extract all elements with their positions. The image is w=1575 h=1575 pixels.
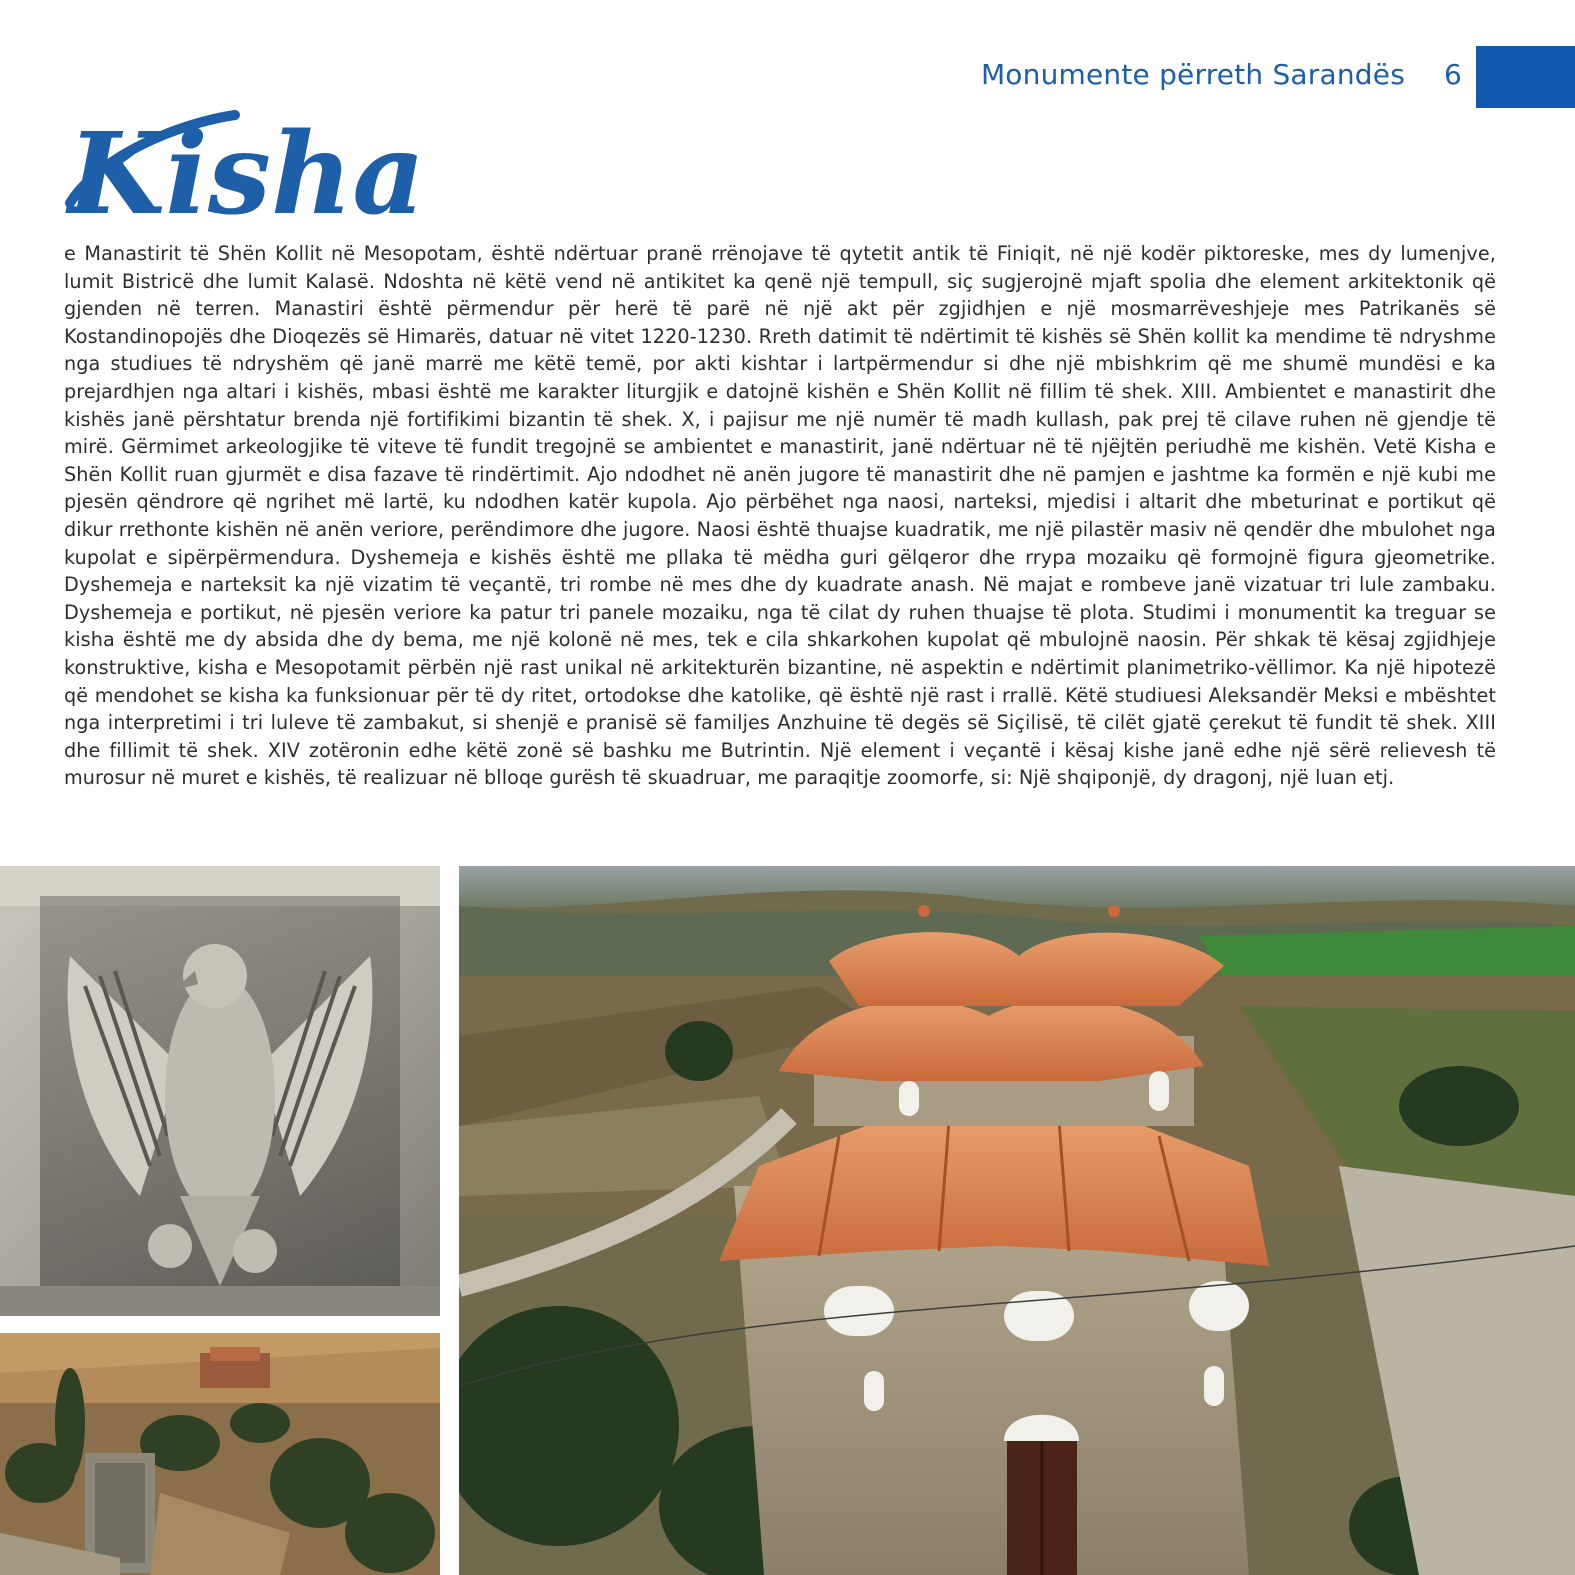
script-heading-wordmark	[60, 85, 430, 255]
script-heading	[60, 85, 430, 255]
monastery-aerial-photo	[0, 1333, 440, 1575]
header-accent-block	[1476, 46, 1575, 108]
church-drone-photo	[459, 866, 1575, 1575]
article-body: e Manastirit të Shën Kollit në Mesopotam, është ndërtuar pranë rrënojave të qytetit antik të Finiqit, në një kodër piktoreske, mes dy lumenjve, lumit Bistricë dhe lumit Kalasë. Ndoshta në këtë vend në antikitet ka qenë një tempull, siç sugjerojnë mjaft spolia dhe element arkitektonik që gjenden në terren. Manastiri është përmendur për herë të parë në një akt për zgjidhjen e një mosmarrëveshjeje mes Patrikanës së Kostandinopojës dhe Dioqezës së Himarës, datuar në vitet 1220-1230. Rreth datimit të ndërtimit të kishës së Shën kollit ka mendime të ndryshme nga studiues të ndryshëm që janë marrë me këtë temë, por akti kishtar i lartpërmendur si dhe një mbishkrim që me shumë mundësi e ka prejardhjen nga altari i kishës, mbasi është me karakter liturgjik e datojnë kishën e Shën Kollit në fillim të shek. XIII. Ambientet e manastirit dhe kishës janë përshtatur brenda një fortifikimi bizantin të shek. X, i pajisur me një numër të madh kullash, pak prej të cilave ruhen në gjendje të mirë. Gërmimet arkeologjike të viteve të fundit tregojnë se ambientet e manastirit, janë ndërtuar në të njëjtën periudhë me kishën. Vetë Kisha e Shën Kollit ruan gjurmët e disa fazave të rindërtimit. Ajo ndodhet në anën jugore të manastirit dhe në pamjen e jashtme ka formën e një kubi me pjesën qëndrore që ngrihet më lartë, ku ndodhen katër kupola. Ajo përbëhet nga naosi, narteksi, mjedisi i altarit dhe mbeturinat e portikut që dikur rrethonte kishën në anën veriore, perëndimore dhe jugore. Naosi është thuajse kuadratik, me një pilastër masiv në qendër dhe mbulohet nga kupolat e sipërpërmendura. Dyshemeja e kishës është me pllaka të mëdha guri gëlqeror dhe rrypa mozaiku që formojnë figura gjeometrike. Dyshemeja e narteksit ka një vizatim të veçantë, tri rombe në mes dhe dy kuadrate anash. Në majat e rombeve janë vizatuar tri lule zambaku. Dyshemeja e portikut, në pjesën veriore ka patur tri panele mozaiku, nga të cilat dy ruhen thuajse të plota. Studimi i monumentit ka treguar se kisha është me dy absida dhe dy bema, me një kolonë në mes, tek e cila shkarkohen kupolat që mbulojnë naosin. Për shkak të kësaj zgjidhjeje konstruktive, kisha e Mesopotamit përbën një rast unikal në arkitekturën bizantine, në aspektin e ndërtimit planimetriko-vëllimor. Ka një hipotezë që mendohet se kisha ka funksionuar për të dy ritet, ortodokse dhe katolike, që është një rast i rrallë. Këtë studiuesi Aleksandër Meksi e mbështet nga interpretimi i tri luleve të zambakut, si shenjë e pranisë së familjes Anzhuine të degës së Siçilisë, të cilët gjatë çerekut të fundit të shek. XIII dhe fillimit të shek. XIV zotëronin edhe këtë zonë së bashku me Butrintin. Një element i veçantë i kësaj kishe janë edhe një sërë relievesh të murosur në muret e kishës, të realizuar në blloqe gurësh të skuadruar, me paraqitje zoomorfe, si: Një shqiponjë, dy dragonj, një luan etj.	[64, 242, 1496, 790]
header-title: Monumente përreth Sarandës	[980, 58, 1405, 91]
script-heading-text: Kisha	[68, 109, 425, 240]
eagle-relief-photo	[0, 866, 440, 1316]
page-number: 6	[1444, 58, 1462, 91]
